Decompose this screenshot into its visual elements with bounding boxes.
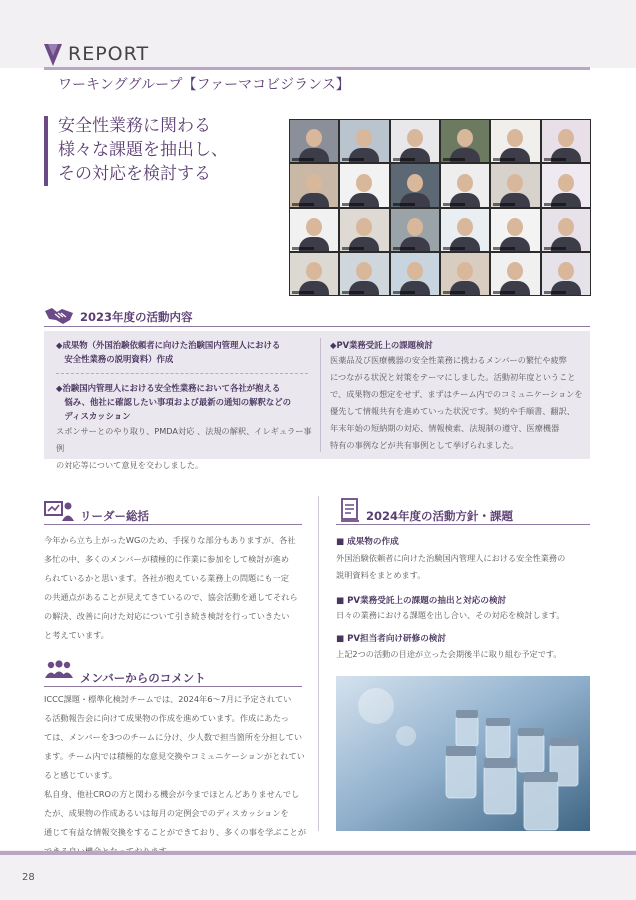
plan-2024-rule <box>336 524 590 525</box>
video-tile <box>391 209 439 251</box>
member-comment-text: ICCC課題・標準化検討チームでは、2024年6～7月に予定されてい る活動報告会に向けて成果物の作成を進めています。作成にあたっ ては、メンバーを3つのチームに分け、少人数で担当箇所を分担してい ます。チーム内では積極的な意見交換やコミュニケーションがとれてい ると感じています。 私自身、他社CROの方と関わる機会が今までほとんどありませんでし たが、成果物の作成あるいは毎月の定例会でのディスカッションを 通じて有益な情報交換をすることができており、多くの事を学ぶことが <box>44 694 307 837</box>
video-tile <box>542 120 590 162</box>
video-tile <box>391 164 439 206</box>
video-tile <box>290 209 338 251</box>
video-tile <box>290 120 338 162</box>
handshake-icon <box>44 305 74 325</box>
leader-rule <box>44 524 302 525</box>
group-icon <box>44 660 74 680</box>
activity-item-discussion-text: スポンサーとのやり取り、PMDA対応 、法規の解釈、イレギュラー事例 の対応等について意見を交わしました。 <box>56 426 312 470</box>
video-tile <box>441 120 489 162</box>
activity-2023-heading: 2023年度の活動内容 <box>80 310 193 324</box>
leader-summary-text: 今年から立ち上がったWGのため、手探りな部分もありますが、各社 多忙の中、多くのメンバーが積極的に作業に参加をして検討が進め られているかと思います。各社が抱えている業務上の問題にも一定 の共通点があることが見えてきているので、協会活動を通してそれら の解決、改善に向けた対応について引き続き検討を行っていきたい と考えています。 <box>44 535 298 640</box>
online-meeting-photo <box>289 119 591 296</box>
page-number: 28 <box>22 872 35 883</box>
video-tile <box>441 253 489 295</box>
member-comment-rule <box>44 686 302 687</box>
activity-item-pv-issues: ◆PV業務受託上の課題検討 <box>330 340 433 350</box>
v-chevron-icon <box>44 44 62 66</box>
vials-photo <box>336 676 590 831</box>
column-divider <box>318 496 319 831</box>
lead-headline: 安全性業務に関わる 様々な課題を抽出し、 その対応を検討する <box>58 116 228 184</box>
member-comment-heading: メンバーからのコメント <box>80 671 206 685</box>
plan-item-deliverable-text: 外国治験依頼者に向けた治験国内管理人における安全性業務の 説明資料をまとめます。 <box>336 553 566 580</box>
plan-item-training-text: 上記2つの活動の目途が立った会期後半に取り組む予定です。 <box>336 649 562 659</box>
video-tile <box>441 209 489 251</box>
video-tile <box>391 253 439 295</box>
video-tile <box>340 253 388 295</box>
activity-2023-rule <box>44 326 590 327</box>
video-tile <box>441 164 489 206</box>
plan-item-training: ■ PV担当者向け研修の検討 <box>336 634 446 644</box>
video-tile <box>542 209 590 251</box>
plan-item-deliverable: ■ 成果物の作成 <box>336 537 399 547</box>
video-tile <box>542 253 590 295</box>
video-tile <box>290 253 338 295</box>
video-tile <box>391 120 439 162</box>
report-header-title: REPORT <box>68 43 150 65</box>
activity-item-discussion: ◆治験国内管理人における安全性業務において各社が抱える 悩み、他社に確認したい事項および最新の通知の解釈などの ディスカッション <box>56 383 292 421</box>
footer-rule <box>0 851 636 855</box>
activity-item-pv-issues-text: 医薬品及び医療機器の安全性業務に携わるメンバーの繁忙や疲弊 につながる状況と対策をテーマにしました。活動初年度ということ で、成果物の想定をせず、まずはチーム内でのコミュニケーションを 優先して情報共有を進めていった状況です。契約や手順書、翻訳、 年末年始の短納期の対応、情報検索、法規制の遵守、医療機器 特有の事例などが共有事例として挙げられました。 <box>330 355 583 450</box>
activity-2023-divider <box>320 338 321 452</box>
video-tile <box>491 120 539 162</box>
plan-2024-heading: 2024年度の活動方針・課題 <box>366 509 514 523</box>
video-tile <box>340 164 388 206</box>
video-tile <box>542 164 590 206</box>
video-tile <box>290 164 338 206</box>
working-group-title: ワーキンググループ【ファーマコビジランス】 <box>58 77 350 93</box>
activity-item-deliverable: ◆成果物（外国治験依頼者に向けた治験国内管理人における 安全性業務の説明資料）作成 <box>56 340 281 364</box>
leader-heading: リーダー総括 <box>80 509 149 523</box>
leader-icon <box>44 500 74 522</box>
video-tile <box>340 120 388 162</box>
plan-item-pv-issues-text: 日々の業務における課題を出し合い、その対応を検討します。 <box>336 610 565 620</box>
video-tile <box>491 209 539 251</box>
lead-accent-bar <box>44 116 48 186</box>
plan-item-pv-issues: ■ PV業務受託上の課題の抽出と対応の検討 <box>336 596 507 606</box>
video-tile <box>491 253 539 295</box>
video-tile <box>340 209 388 251</box>
activity-dashed-divider <box>56 373 308 374</box>
header-rule <box>44 67 590 70</box>
video-tile <box>491 164 539 206</box>
document-icon <box>340 498 360 522</box>
